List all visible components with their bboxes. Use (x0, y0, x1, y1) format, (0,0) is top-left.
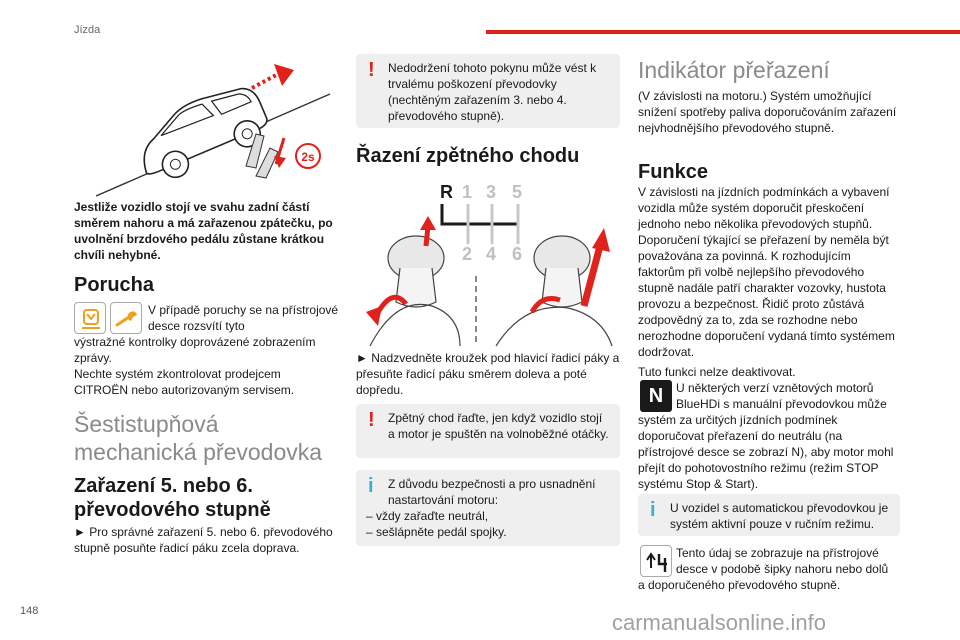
neutral-recommendation-icon: N (640, 380, 672, 412)
deactivate-text: Tuto funkci nelze deaktivovat. (638, 365, 796, 379)
header-accent-bar (486, 30, 960, 34)
hill-timer-badge: 2s (301, 150, 315, 164)
info-note-auto: i U vozidel s automatickou převodovkou je systém aktivní pouze v ručním režimu. (638, 494, 900, 536)
gear-label-2: 2 (462, 244, 473, 264)
gear-label-5: 5 (512, 182, 523, 202)
gear56-text: ► Pro správné zařazení 5. nebo 6. převodového stupně posuňte řadicí páku zcela doprava. (74, 525, 333, 555)
warning-note-2: ! Zpětný chod řaďte, jen když vozidlo stojí a motor je spuštěn na volnoběžné otáčky. (356, 404, 620, 458)
wrench-icon (111, 303, 143, 335)
fault-text-2: výstražné kontrolky doprovázené zobrazením zprávy. (74, 335, 316, 365)
display-text-1: Tento údaj se zobrazuje na přístrojové desce v podobě šipky nahoru nebo dolů (676, 546, 889, 576)
fault-text-1: V případě poruchy se na přístrojové desce rozsvítí tyto (148, 303, 339, 333)
function-text: V závislosti na jízdních podmínkách a vybavení vozidla může systém doporučit přeskočení jednoho nebo několika převodových stupňů. Doporučení týkající se přeřazení by neměla být považována za povinná. K rozhodujícím faktorům při volbě nejlepšího převodového stupně nadále patří charakter vozovky, hustota provozu a bezpečnost. Řidič proto zůstává zodpovědný za to, zda se rozhodne nebo nerozhodne doporučení vydaná tímto systémem dodržovat. (638, 185, 895, 359)
info-note-1: i Z důvodu bezpečnosti a pro usnadnění nastartování motoru: – vždy zařaďte neutrál, – sešlápněte pedál spojky. (356, 470, 620, 546)
gear-label-6: 6 (512, 244, 523, 264)
reverse-gear-illustration (356, 176, 620, 348)
gear-label-r: R (440, 182, 453, 202)
reverse-text: ► Nadzvedněte kroužek pod hlavicí řadicí páky a přesuňte řadicí páku směrem doleva a poté dopředu. (356, 351, 620, 397)
gear56-heading: Zařazení 5. nebo 6. převodového stupně (74, 475, 271, 521)
page-number: 148 (20, 605, 39, 617)
info1-item-2: – sešlápněte pedál spojky. (366, 525, 507, 539)
fault-heading: Porucha (74, 274, 155, 296)
info-icon: i (650, 499, 656, 521)
warning-lamp-box-2 (110, 302, 142, 334)
function-heading: Funkce (638, 161, 709, 183)
gear-label-3: 3 (486, 182, 497, 202)
indicator-heading: Indikátor přeřazení (638, 57, 830, 83)
warning-lamp-box-1 (74, 302, 106, 334)
shift-indicator-icon-box (640, 545, 672, 577)
watermark-text: carmanualsonline.info (612, 610, 827, 635)
info-icon: i (368, 475, 374, 497)
hill-caption: Jestliže vozidlo stojí ve svahu zadní částí směrem nahoru a má zařazenou zpátečku, po uvolnění brzdového pedálu zůstane krátkou chvíli nehybné. (74, 200, 333, 262)
hill-start-illustration (96, 56, 346, 201)
gear-label-4: 4 (486, 244, 497, 264)
reverse-heading: Řazení zpětného chodu (356, 145, 580, 167)
info1-item-1: – vždy zařaďte neutrál, (366, 509, 489, 523)
fault-text-3: Nechte systém zkontrolovat prodejcem CITROËN nebo autorizovaným servisem. (74, 367, 295, 397)
neutral-text-1: U některých verzí vznětových motorů BlueHDi s manuální převodovkou může (676, 381, 887, 411)
exclamation-icon: ! (368, 59, 375, 81)
indicator-text: (V závislosti na motoru.) Systém umožňující snížení spotřeby paliva doporučováním zařazení nejvhodnějšího převodového stupně. (638, 89, 897, 135)
gearbox-warning-icon (75, 303, 107, 335)
display-text-2: a doporučeného převodového stupně. (638, 578, 841, 592)
shift-up-indicator-icon (641, 546, 673, 578)
gear-label-1: 1 (462, 182, 473, 202)
gearbox-heading: Šestistupňová mechanická převodovka (74, 411, 323, 465)
neutral-text-2: systém za určitých jízdních podmínek doporučovat přeřazení do neutrálu (na přístrojové desce se zobrazí N), aby motor mohl přejít do pohotovostního režimu (režim STOP systému Stop & Start). (638, 413, 894, 491)
running-header: Jízda (74, 24, 101, 36)
warning-note-1: ! Nedodržení tohoto pokynu může vést k trvalému poškození převodovky (nechtěným zařazením 3. nebo 4. převodového stupně). (356, 54, 620, 128)
exclamation-icon: ! (368, 409, 375, 431)
